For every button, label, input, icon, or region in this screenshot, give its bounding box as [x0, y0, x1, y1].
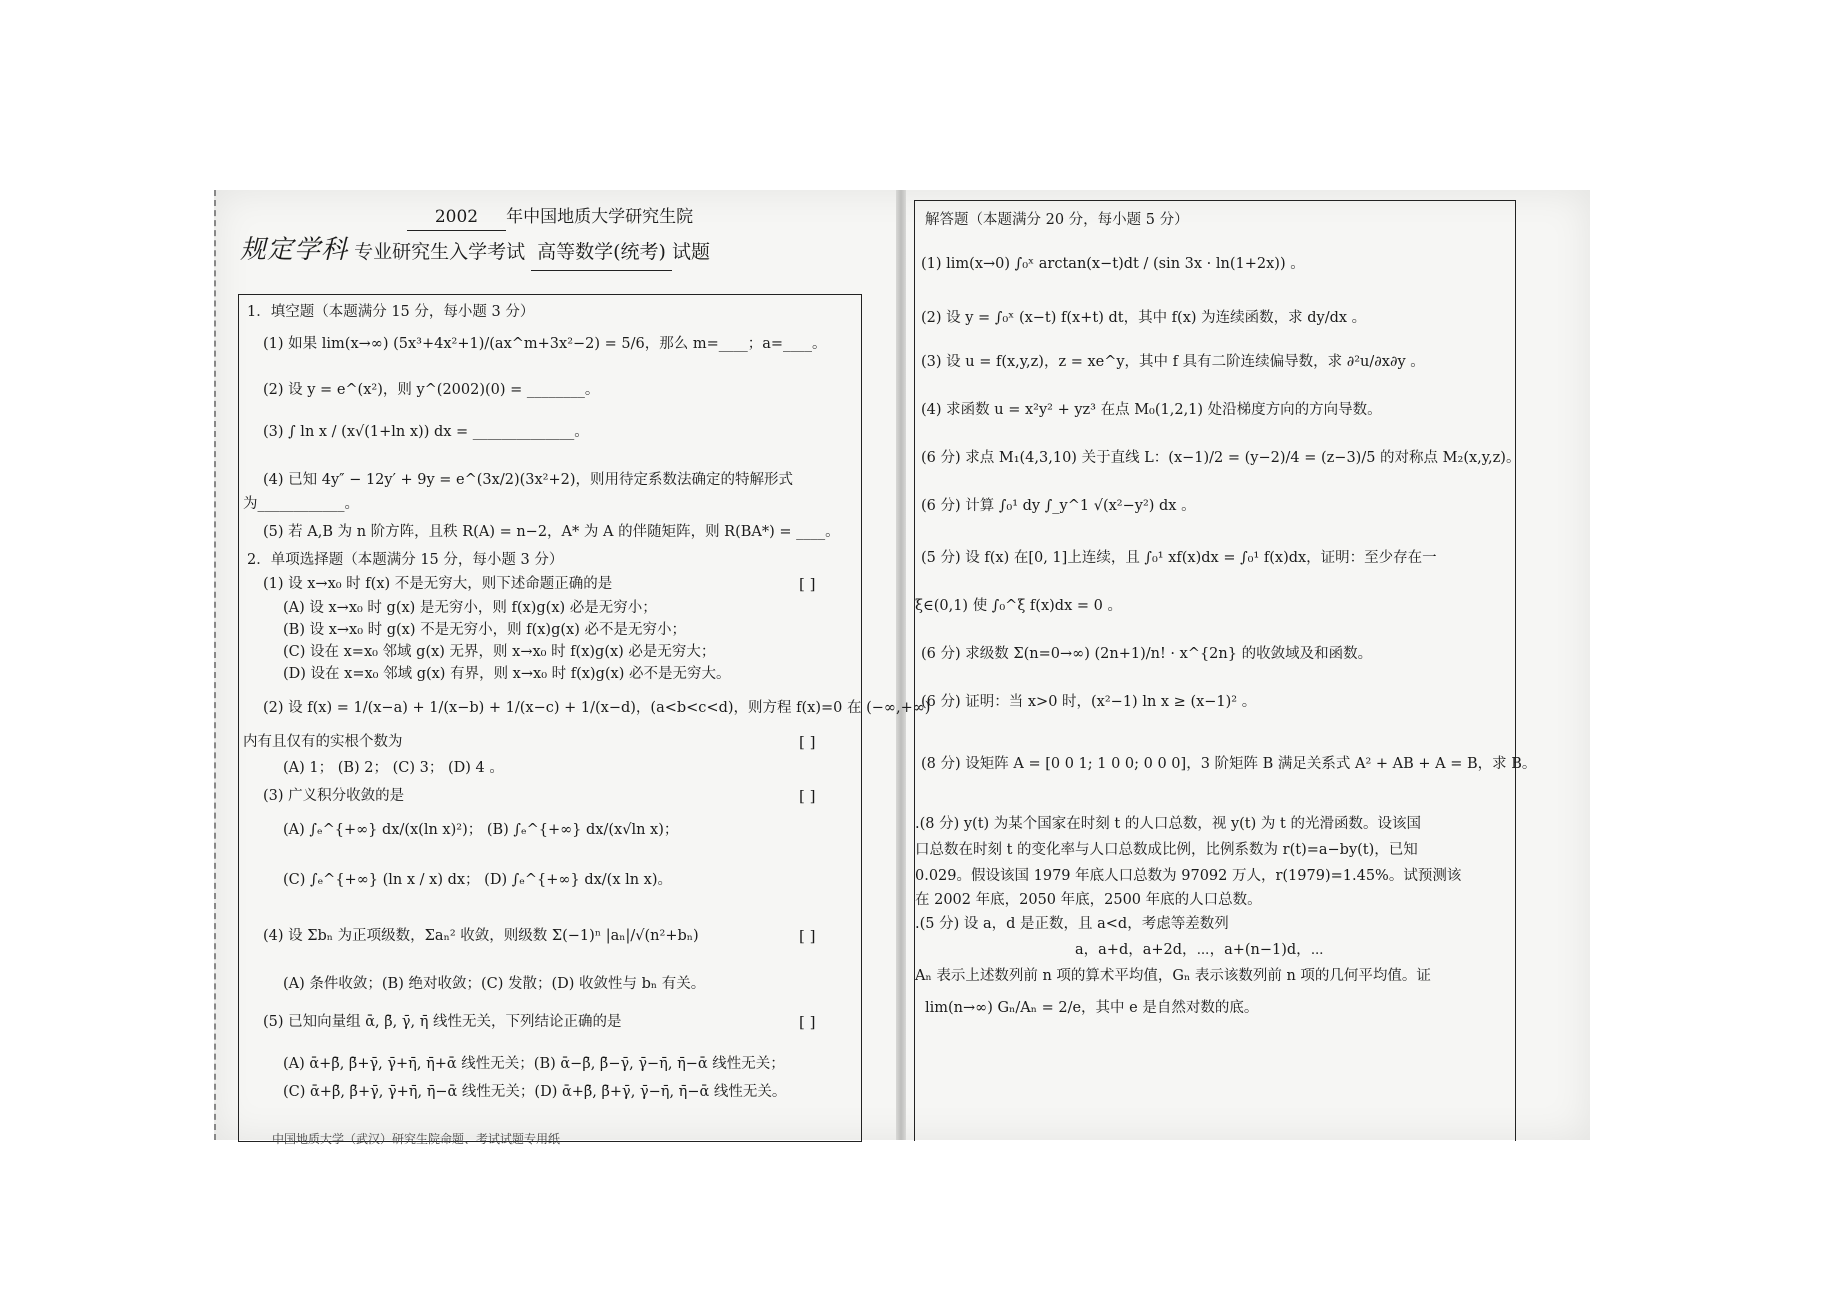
exam-subject: 高等数学(统考) [531, 234, 672, 271]
exam-header-line2 [240, 232, 870, 268]
answer-question-2: (2) 设 y = ∫₀ˣ (x−t) f(x+t) dt，其中 f(x) 为连续函数，求 dy/dx 。 [921, 310, 1367, 326]
answer-question-11-line1: .(8 分) y(t) 为某个国家在时刻 t 的人口总数，视 y(t) 为 t 的光滑函数。设该国 [915, 816, 1421, 832]
answer-question-10: (8 分) 设矩阵 A = [0 0 1; 1 0 0; 0 0 0]，3 阶矩阵 B 满足关系式 A² + AB + A = B，求 B。 [921, 756, 1537, 772]
question-2-5-options-ab: (A) ᾱ+β̄, β̄+γ̄, γ̄+η̄, η̄+ᾱ 线性无关；(B) ᾱ−β̄, β̄−γ̄, γ̄−η̄, η̄−ᾱ 线性无关； [283, 1056, 785, 1072]
question-1-5: (5) 若 A,B 为 n 阶方阵，且秩 R(A) = n−2，A* 为 A 的伴随矩阵，则 R(BA*) = ____。 [263, 524, 840, 540]
exam-year: 2002 [407, 204, 506, 231]
answer-question-11-line2: 口总数在时刻 t 的变化率与人口总数成比例，比例系数为 r(t)=a−by(t)，已知 [915, 842, 1418, 858]
question-2-1-option-b: (B) 设 x→x₀ 时 g(x) 不是无穷小，则 f(x)g(x) 必不是无穷小； [283, 622, 686, 638]
subject-suffix: 试题 [671, 241, 710, 263]
question-2-5: (5) 已知向量组 ᾱ, β̄, γ̄, η̄ 线性无关，下列结论正确的是 [263, 1014, 622, 1030]
answer-question-7-cont: ξ∈(0,1) 使 ∫₀^ξ f(x)dx = 0 。 [915, 598, 1122, 614]
question-2-3: (3) 广义积分收敛的是 [263, 788, 405, 804]
answer-question-5: (6 分) 求点 M₁(4,3,10) 关于直线 L：(x−1)/2 = (y−2)/4 = (z−3)/5 的对称点 M₂(x,y,z)。 [921, 450, 1521, 466]
question-2-4: (4) 设 Σbₙ 为正项级数，Σaₙ² 收敛，则级数 Σ(−1)ⁿ |aₙ|/√(n²+bₙ) [263, 928, 699, 944]
question-2-4-options: (A) 条件收敛；(B) 绝对收敛；(C) 发散；(D) 收敛性与 bₙ 有关。 [283, 976, 706, 992]
answer-bracket-3: [ ] [799, 787, 816, 805]
section1-title: 1．填空题（本题满分 15 分，每小题 3 分） [247, 304, 535, 320]
question-2-1: (1) 设 x→x₀ 时 f(x) 不是无穷大，则下述命题正确的是 [263, 576, 613, 592]
question-2-3-options-cd: (C) ∫ₑ^{+∞} (ln x / x) dx； (D) ∫ₑ^{+∞} dx/(x ln x)。 [283, 872, 673, 888]
answer-bracket-5: [ ] [799, 1013, 816, 1031]
question-1-4: (4) 已知 4y″ − 12y′ + 9y = e^(3x/2)(3x²+2)，则用待定系数法确定的特解形式 [263, 472, 794, 488]
answer-question-3: (3) 设 u = f(x,y,z)，z = xe^y，其中 f 具有二阶连续偏导数，求 ∂²u/∂x∂y 。 [921, 354, 1425, 370]
question-1-1: (1) 如果 lim(x→∞) (5x³+4x²+1)/(ax^m+3x²−2) = 5/6，那么 m=____；a=____。 [263, 336, 827, 352]
question-2-3-options-ab: (A) ∫ₑ^{+∞} dx/(x(ln x)²)； (B) ∫ₑ^{+∞} dx/(x√ln x)； [283, 822, 679, 838]
scanned-exam-sheet [214, 190, 1590, 1146]
question-2-1-option-a: (A) 设 x→x₀ 时 g(x) 是无穷小，则 f(x)g(x) 必是无穷小； [283, 600, 657, 616]
exam-header-line1 [230, 204, 870, 230]
section2-title: 2．单项选择题（本题满分 15 分，每小题 3 分） [247, 552, 564, 568]
left-question-box [238, 294, 931, 1142]
answer-question-12-line3: Aₙ 表示上述数列前 n 项的算术平均值，Gₙ 表示该数列前 n 项的几何平均值。证 [915, 968, 1431, 984]
answer-question-4: (4) 求函数 u = x²y² + yz³ 在点 M₀(1,2,1) 处沿梯度方向的方向导数。 [921, 402, 1382, 418]
question-1-2: (2) 设 y = e^(x²)，则 y^(2002)(0) = ________。 [263, 382, 600, 398]
answer-question-11-line3: 0.029。假设该国 1979 年底人口总数为 97092 万人，r(1979)=1.45%。试预测该 [915, 868, 1462, 884]
answer-question-9: (6 分) 证明：当 x>0 时，(x²−1) ln x ≥ (x−1)² 。 [921, 694, 1257, 710]
question-2-1-option-d: (D) 设在 x=x₀ 邻域 g(x) 有界，则 x→x₀ 时 f(x)g(x) 必不是无穷大。 [283, 666, 731, 682]
answer-bracket-2: [ ] [799, 733, 816, 751]
answer-question-1: (1) lim(x→0) ∫₀ˣ arctan(x−t)dt / (sin 3x · ln(1+2x)) 。 [921, 256, 1305, 272]
institution: 年中国地质大学研究生院 [506, 207, 694, 227]
question-1-4-cont: 为____________。 [243, 496, 359, 512]
page-fold [896, 190, 906, 1140]
left-page [240, 204, 931, 1100]
question-2-2-options: (A) 1； (B) 2； (C) 3； (D) 4 。 [283, 760, 504, 776]
answer-question-12-limit: lim(n→∞) Gₙ/Aₙ = 2/e，其中 e 是自然对数的底。 [925, 1000, 1259, 1016]
answer-question-12-line1: .(5 分) 设 a，d 是正数，且 a<d，考虑等差数列 [915, 916, 1229, 932]
answer-question-6: (6 分) 计算 ∫₀¹ dy ∫_y^1 √(x²−y²) dx 。 [921, 498, 1196, 514]
question-2-2: (2) 设 f(x) = 1/(x−a) + 1/(x−b) + 1/(x−c) + 1/(x−d)，(a<b<c<d)，则方程 f(x)=0 在 (−∞,+∞) [263, 700, 931, 716]
answer-question-12-sequence: a，a+d，a+2d，⋯，a+(n−1)d，⋯ [1075, 942, 1324, 958]
exam-paper-footer: 中国地质大学（武汉）研究生院命题、考试试题专用纸 [272, 1132, 561, 1146]
question-1-3: (3) ∫ ln x / (x√(1+ln x)) dx = ______________。 [263, 424, 589, 440]
handwritten-major: 规定学科 [240, 235, 349, 265]
answer-question-11-line4: 在 2002 年底，2050 年底，2500 年底的人口总数。 [915, 892, 1262, 908]
question-2-5-options-cd: (C) ᾱ+β̄, β̄+γ̄, γ̄+η̄, η̄−ᾱ 线性无关；(D) ᾱ+β̄, β̄+γ̄, γ̄−η̄, η̄−ᾱ 线性无关。 [283, 1084, 787, 1100]
answer-question-8: (6 分) 求级数 Σ(n=0→∞) (2n+1)/n! · x^{2n} 的收敛域及和函数。 [921, 646, 1373, 662]
exam-label: 专业研究生入学考试 [354, 241, 526, 263]
answer-bracket-1: [ ] [799, 575, 816, 593]
section3-title: 解答题（本题满分 20 分，每小题 5 分） [925, 212, 1189, 228]
answer-bracket-4: [ ] [799, 927, 816, 945]
answer-question-7: (5 分) 设 f(x) 在[0, 1]上连续，且 ∫₀¹ xf(x)dx = ∫₀¹ f(x)dx，证明：至少存在一 [921, 550, 1437, 566]
question-2-2-cont: 内有且仅有的实根个数为 [243, 734, 403, 750]
right-question-box [914, 200, 1537, 1141]
question-2-1-option-c: (C) 设在 x=x₀ 邻域 g(x) 无界，则 x→x₀ 时 f(x)g(x) 必是无穷大； [283, 644, 716, 660]
